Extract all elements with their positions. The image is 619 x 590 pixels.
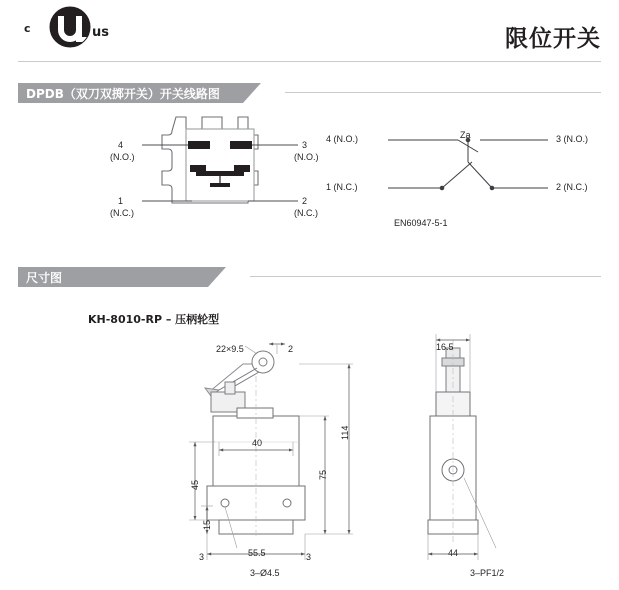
ul-logo-graphic <box>20 6 124 52</box>
section-banner-dimensions-label: 尺寸图 <box>26 271 63 285</box>
front-edge-left: 3 <box>199 552 205 562</box>
pictorial-label-3-num: 3 <box>302 140 308 150</box>
front-base-55-5: 55.5 <box>248 548 266 558</box>
circuit-diagram-area <box>0 100 619 245</box>
schematic-terminal-1: 1 (N.C.) <box>326 182 358 192</box>
side-top-width: 16.5 <box>436 342 454 352</box>
pictorial-label-2-type: (N.C.) <box>294 208 318 218</box>
pictorial-label-1-type: (N.C.) <box>110 208 134 218</box>
pictorial-label-4-num: 4 <box>118 140 124 150</box>
side-view-drawing <box>400 330 550 580</box>
front-top-dim: 2 <box>288 344 294 354</box>
pictorial-label-3-type: (N.O.) <box>294 152 319 162</box>
section-rule-circuit <box>285 92 601 93</box>
front-roller-note: 22×9.5 <box>216 344 244 354</box>
page-header <box>0 0 619 62</box>
ul-certification-logo <box>20 6 120 52</box>
side-thread-note: 3–PF1/2 <box>470 568 505 578</box>
front-width-40: 40 <box>252 438 263 448</box>
pictorial-label-2-num: 2 <box>302 196 308 206</box>
section-rule-dimensions <box>250 276 601 277</box>
schematic-common-label: Za <box>460 130 471 140</box>
side-bottom-width: 44 <box>448 548 459 558</box>
page-title: 限位开关 <box>505 26 601 52</box>
front-hole-note: 3–Ø4.5 <box>250 568 280 578</box>
schematic-terminal-3: 3 (N.O.) <box>556 134 589 144</box>
front-edge-right: 3 <box>306 552 312 562</box>
schematic-terminal-4: 4 (N.O.) <box>326 134 359 144</box>
front-height-15: 15 <box>202 519 212 530</box>
ul-logo-us-mark: us <box>92 25 109 40</box>
section-banner-circuit-label: DPDB（双刀双掷开关）开关线路图 <box>26 87 220 101</box>
banner-arrow-2 <box>208 267 226 287</box>
front-height-75: 75 <box>318 469 328 480</box>
switch-body-drawing <box>130 105 370 245</box>
section-banner-dimensions <box>18 267 258 287</box>
schematic-terminal-2: 2 (N.C.) <box>556 182 588 192</box>
dimension-drawing-area <box>0 330 619 585</box>
front-view-drawing <box>185 330 425 580</box>
header-divider <box>18 61 601 62</box>
model-title: KH-8010-RP – 压柄轮型 <box>88 313 220 326</box>
ul-logo-c-mark: c <box>24 22 31 35</box>
schematic-standard-label: EN60947-5-1 <box>394 218 448 228</box>
pictorial-label-1-num: 1 <box>118 196 124 206</box>
front-height-114: 114 <box>340 425 350 440</box>
front-height-45: 45 <box>190 479 200 490</box>
pictorial-label-4-type: (N.O.) <box>110 152 135 162</box>
